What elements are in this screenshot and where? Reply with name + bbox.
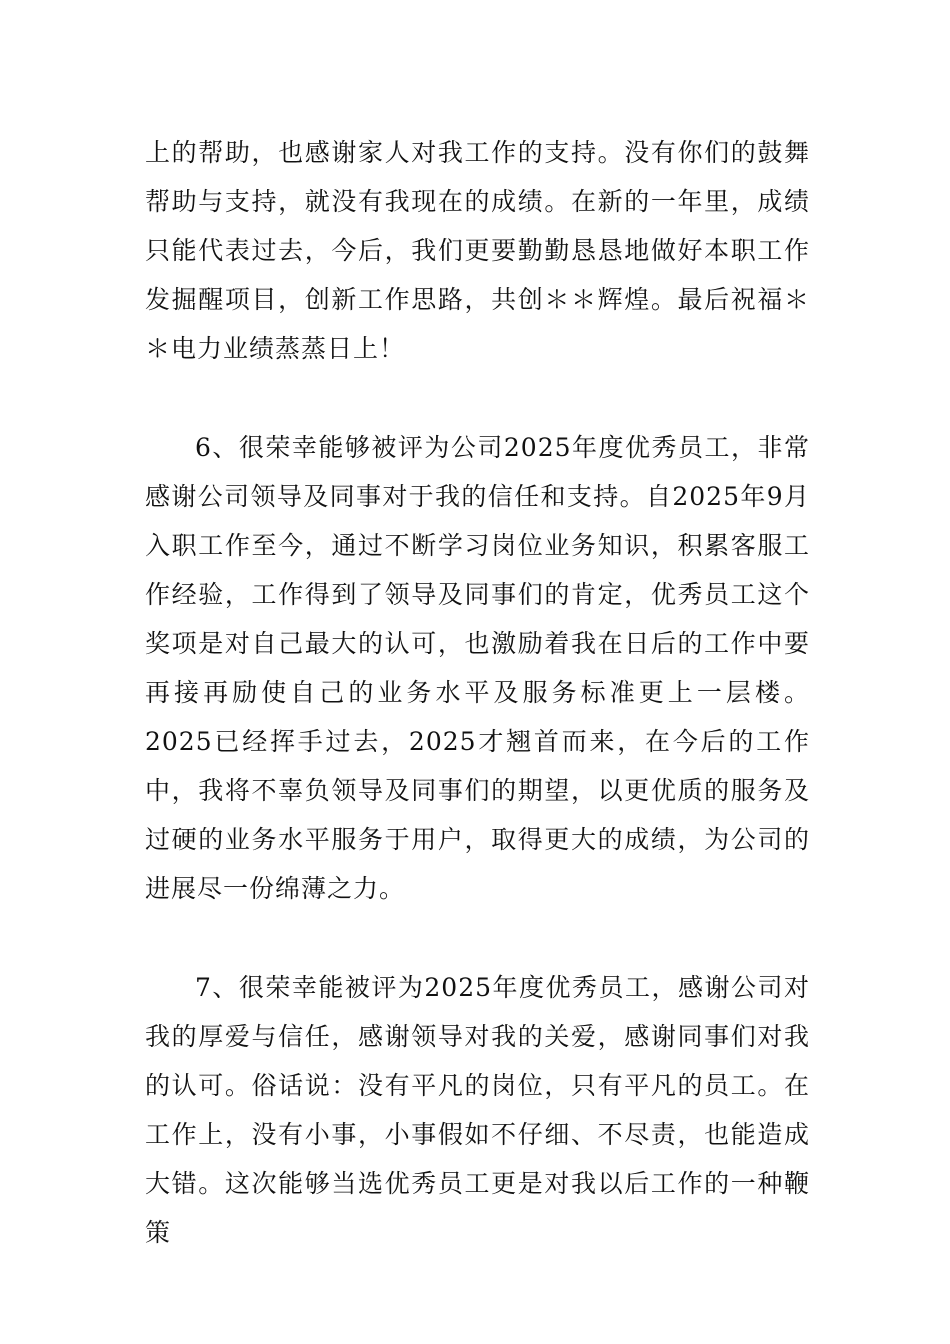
paragraph-6: 6、很荣幸能够被评为公司2025年度优秀员工，非常感谢公司领导及同事对于我的信任和支持。自2025年9月入职工作至今，通过不断学习岗位业务知识，积累客服工作经验，工作得到了领导及同事们的肯定，优秀员工这个奖项是对自己最大的认可，也激励着我在日后的工作中要再接再励使自己的业务水平及服务标准更上一层楼。2025已经挥手过去，2025才翘首而来，在今后的工作中，我将不辜负领导及同事们的期望，以更优质的服务及过硬的业务水平服务于用户，取得更大的成绩，为公司的进展尽一份绵薄之力。: [145, 433, 810, 903]
paragraph-continuation: 上的帮助，也感谢家人对我工作的支持。没有你们的鼓舞帮助与支持，就没有我现在的成绩。在新的一年里，成绩只能代表过去，今后，我们更要勤勤恳恳地做好本职工作发掘醒项目，创新工作思路，共创＊＊辉煌。最后祝福＊＊电力业绩蒸蒸日上！: [145, 138, 810, 363]
paragraph-7: 7、很荣幸能被评为2025年度优秀员工，感谢公司对我的厚爱与信任，感谢领导对我的关爱，感谢同事们对我的认可。俗话说：没有平凡的岗位，只有平凡的员工。在工作上，没有小事，小事假如不仔细、不尽责，也能造成大错。这次能够当选优秀员工更是对我以后工作的一种鞭策: [145, 973, 810, 1247]
document-body: [145, 128, 810, 1257]
